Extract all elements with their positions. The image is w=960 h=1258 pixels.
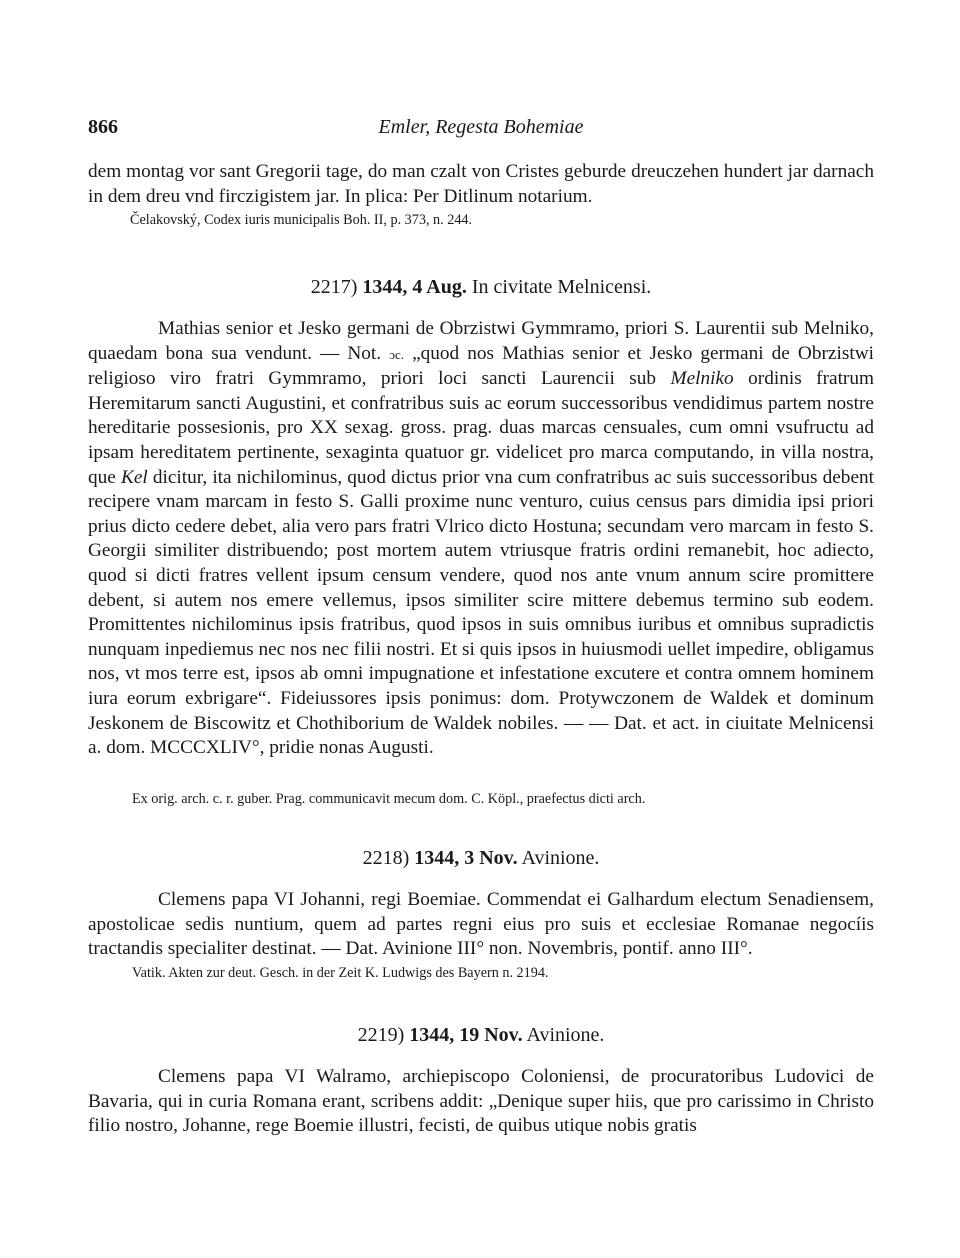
carryover-text: dem montag vor sant Gregorii tage, do man czalt von Cristes geburde dreuczehen hundert jar darnach in dem dreu vnd firczigistem jar. In plica: Per Ditlinum notarium.: [88, 161, 874, 207]
entry-place: Avinione.: [521, 847, 600, 869]
entry-heading-2217: [88, 275, 874, 299]
entry-text-part: Mathias senior et Jesko germani de Obrzistwi Gymmramo, priori S. Laurentii sub Melniko, quaedam bona sua vendunt. — Not.: [88, 318, 874, 364]
entry-text-part: „quod nos Mathias senior et Jesko germani de Obrzistwi religioso viro fratri Gymmramo, priori loci sancti Laurencii sub: [88, 342, 874, 390]
entry-number: 2219): [357, 1024, 405, 1046]
entry-text-part: dicitur, ita nichilominus, quod dictus prior vna cum confratribus ac suis successoribus debent recipere vnam marcam in festo S. Galli proxime nunc venturo, cuius census pars dimidia ipsi priori prius dicto cedere debet, alia vero pars fratri Vlrico dicto Hostuna; secundam vero marcam in festo S. Georgii similiter distribuendo; post mortem autem vtriusque fratris ordini remanebit, hoc adiecto, quod si dicti fratres vellent ipsum censum vendere, quod nos ante vnum annum scire promittere debent, si autem nos emere vellemus, ipsos similiter scire mittere debemus terminо sub eodem. Promittentes nichilominus ipsis fratribus, quod ipsos in suis omnibus iuribus et omnibus supradictis nunquam inpediemus nec nos nec filii nostri. Et si quis ipsos in huiusmodi uellet impedire, obligamus nos, vt mos terre est, ipsos ab omni impugnatione et infestatione excutere et contra omnem hominem iura eorum exbrigare“. Fideiussores ipsis ponimus: dom. Protywczonem de Waldek et dominum Jeskonem de Biscowitz et Chothiborium de Waldek nobiles. — — Dat. et act. in ciuitate Melnicensi a. dom. MCCCXLIV°, pridie nonas Augusti.: [88, 466, 875, 759]
entry-day-month: 3 Nov.: [464, 847, 518, 869]
abbreviation-mark: ɔc.: [389, 346, 404, 362]
entry-number: 2217): [310, 276, 358, 298]
place-name-emphasis: Melniko: [670, 368, 734, 390]
entry-source-2218: Vatik. Akten zur deut. Gesch. in der Zeit K. Ludwigs des Bayern n. 2194.: [132, 965, 549, 981]
entry-place: Avinione.: [526, 1024, 605, 1046]
entry-heading-2218: [88, 846, 874, 870]
entry-number: 2218): [362, 847, 410, 869]
carryover-source: Čelakovský, Codex iuris municipalis Boh. II, p. 373, n. 244.: [130, 212, 473, 228]
running-head-author: Emler: [378, 116, 426, 138]
entry-place: In civitate Melnicensi.: [471, 276, 652, 298]
running-head: Emler, Regesta Bohemiae: [378, 116, 584, 138]
entry-source-2217: Ex orig. arch. c. r. guber. Prag. communicavit mecum dom. C. Köpl., praefectus dicti arch.: [132, 791, 646, 807]
entry-date: [409, 1024, 522, 1046]
running-head-title: Regesta Bohemiae: [435, 116, 584, 138]
page-header: [88, 116, 874, 142]
entry-text-part: ordinis fratrum Heremitarum sancti Augustini, et confratribus suis ac eorum successoribus vendidimus partem nostre hereditarie possesionis, pro XX sexag. gross. prag. duas marcas censuales, cum omni vsufructu ad ipsam hereditatem pertinente, sexaginta quatuor gr. videlicet pro marca computando, in villa nostra, que: [88, 368, 874, 488]
entry-date: [414, 847, 517, 869]
place-name-emphasis: Kel: [120, 466, 148, 488]
entry-day-month: 19 Nov.: [459, 1024, 523, 1046]
entry-year: 1344,: [409, 1024, 455, 1046]
page-number: 866: [88, 116, 118, 138]
entry-text-2217: [88, 317, 874, 761]
entry-text-2219: Clemens papa VI Walramo, archiepiscopo Coloniensi, de procuratoribus Ludovici de Bavaria, qui in curia Romana erant, scribens addit: „Denique super hiis, que pro carissimo in Christo filio nostro, Johanne, rege Boemie illustri, fecisti, de quibus utique nobis gratis: [88, 1066, 874, 1137]
entry-year: 1344,: [362, 276, 408, 298]
entry-date: [362, 276, 466, 298]
entry-text-2218: Clemens papa VI Johanni, regi Boemiae. Commendat ei Galhardum electum Senadiensem, apostolicae sedis nuntium, quem ad partes regni eius pro suis et ecclesiae Romanae negocíis tractandis specialiter destinat. — Dat. Avinione III° non. Novembris, pontif. anno III°.: [88, 889, 874, 960]
entry-day-month: 4 Aug.: [412, 276, 467, 298]
entry-year: 1344,: [414, 847, 460, 869]
entry-heading-2219: [88, 1023, 874, 1047]
